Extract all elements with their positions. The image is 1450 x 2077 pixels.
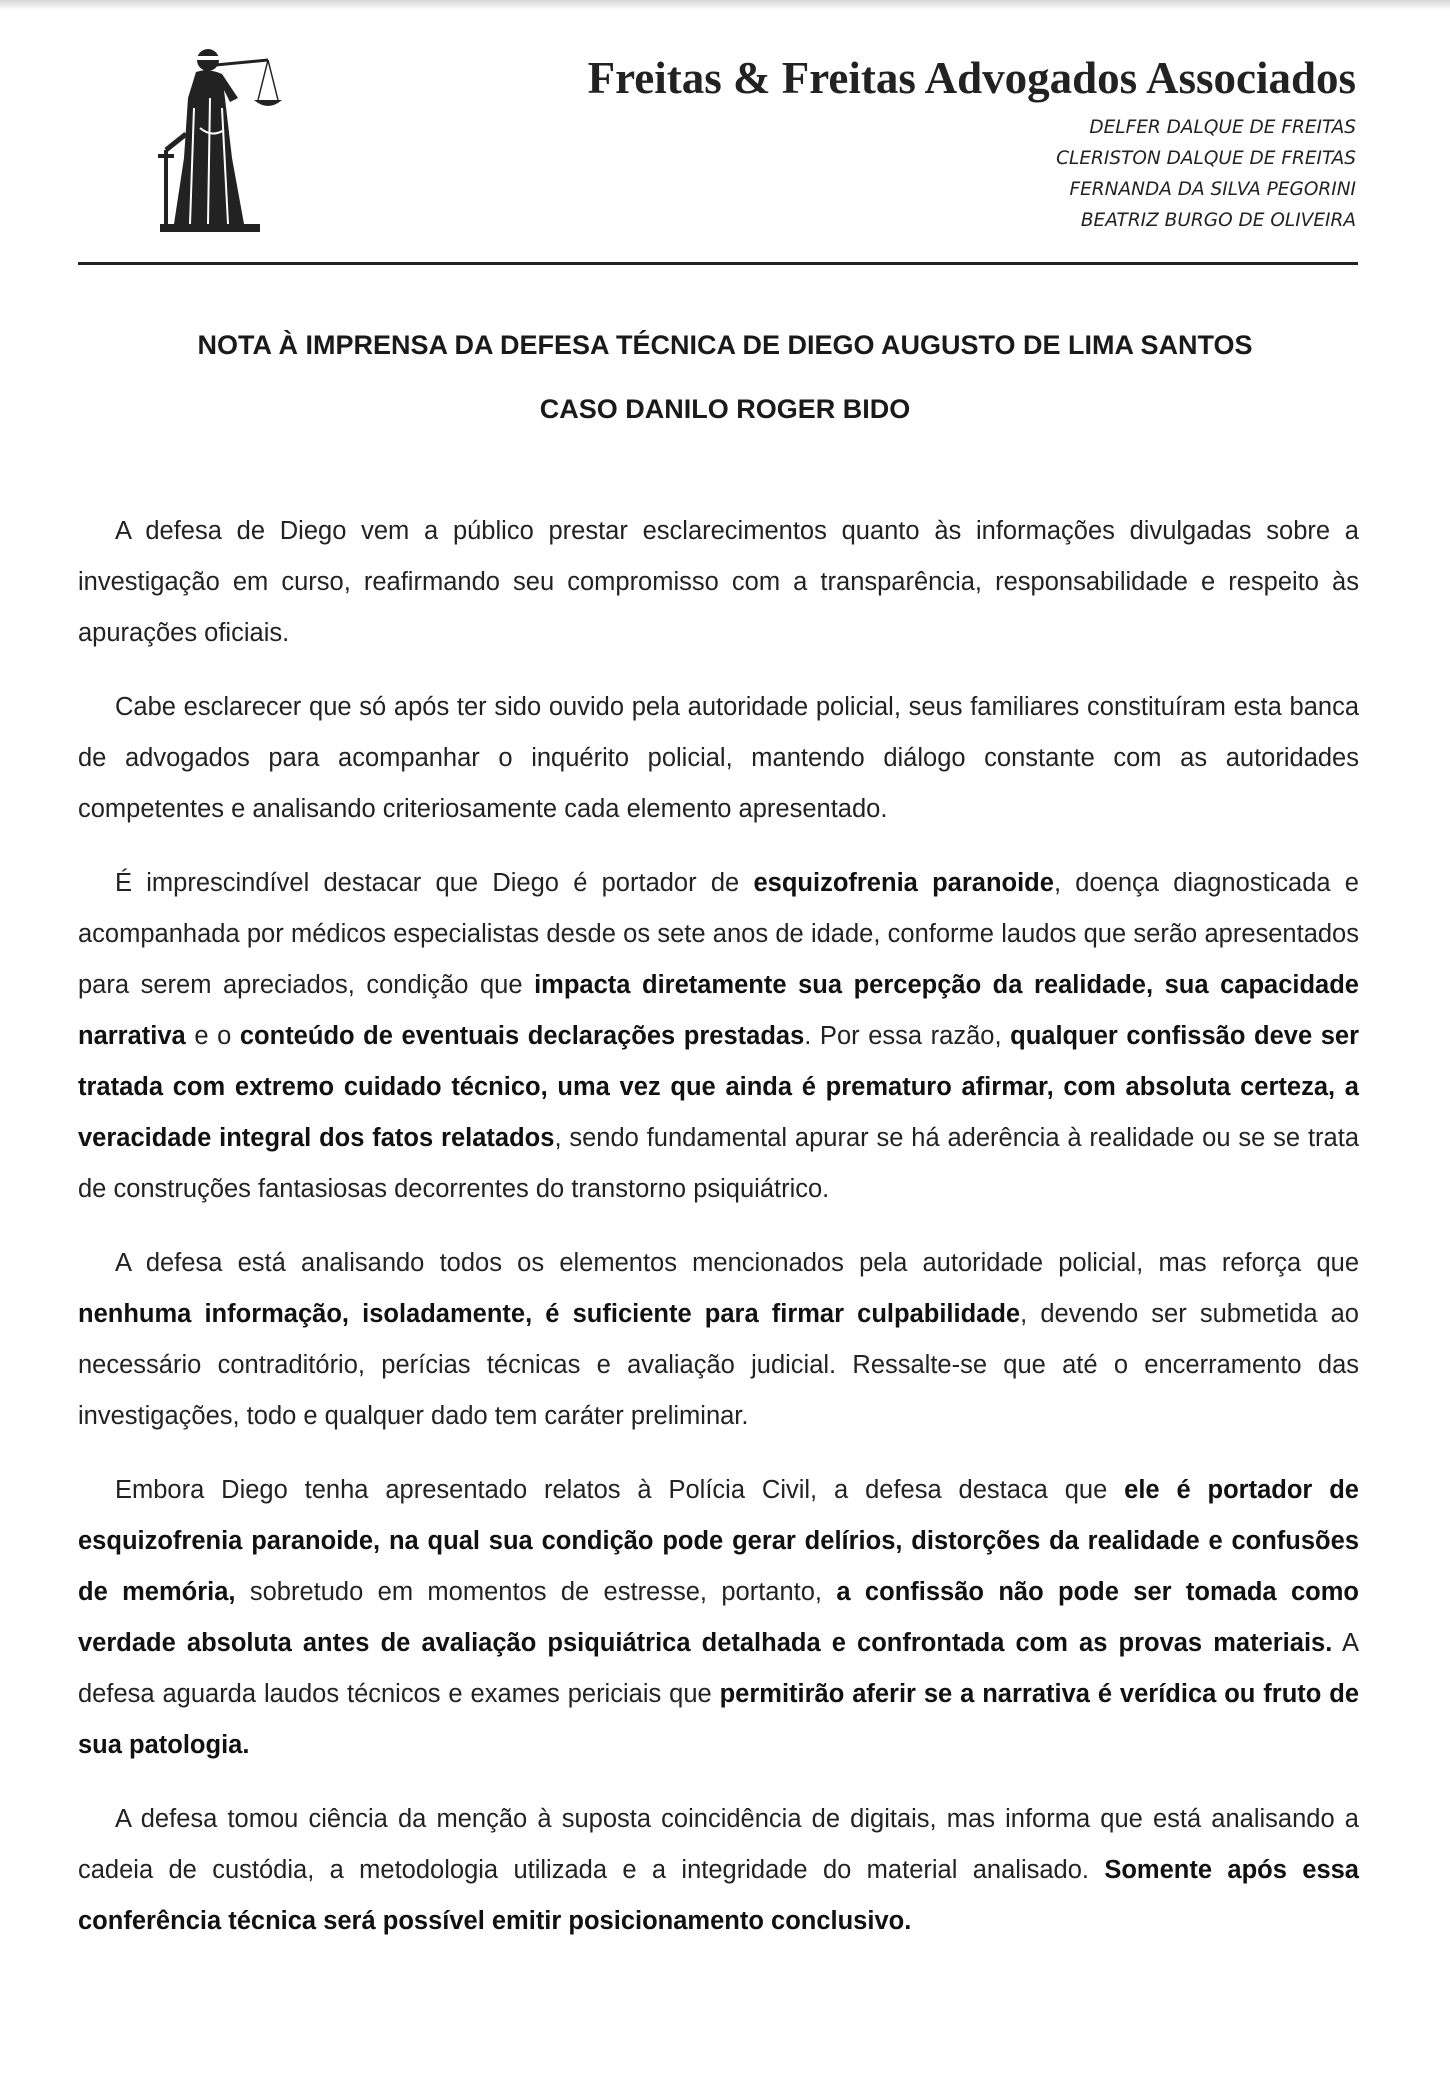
document-body — [78, 506, 1359, 1970]
text-run: , devendo ser submetida ao necessário contraditório, perícias técnicas e avaliação judicial. Ressalte-se que até o encerramento das investigações, todo e qualquer dado tem caráter preliminar. — [78, 1300, 1359, 1430]
bold-text-run: nenhuma informação, isoladamente, é suficiente para firmar culpabilidade — [78, 1300, 1021, 1328]
body-paragraph — [78, 682, 1359, 835]
bold-text-run: conteúdo de eventuais declarações prestadas — [239, 1022, 805, 1050]
text-run: , doença diagnosticada e acompanhada por médicos especialistas desde os sete anos de idade, conforme laudos que serão apresentados para serem apreciados, condição que — [78, 869, 1359, 999]
body-paragraph — [78, 1465, 1359, 1771]
partner-name: DELFER DALQUE DE FREITAS — [1089, 117, 1356, 138]
top-edge-shadow — [0, 0, 1450, 10]
partner-name: BEATRIZ BURGO DE OLIVEIRA — [1080, 210, 1356, 231]
document-title: NOTA À IMPRENSA DA DEFESA TÉCNICA DE DIEGO AUGUSTO DE LIMA SANTOS — [197, 330, 1253, 360]
bold-text-run: esquizofrenia paranoide — [753, 869, 1054, 897]
text-run: Embora Diego tenha apresentado relatos à Polícia Civil, a defesa destaca que — [115, 1476, 1125, 1504]
body-paragraph — [78, 1794, 1359, 1947]
document-subtitle: CASO DANILO ROGER BIDO — [539, 394, 911, 424]
text-run: A defesa está analisando todos os elementos mencionados pela autoridade policial, mas reforça que — [115, 1249, 1359, 1277]
text-run: A defesa tomou ciência da menção à suposta coincidência de digitais, mas informa que está analisando a cadeia de custódia, a metodologia utilizada e a integridade do material analisado. — [78, 1805, 1359, 1884]
partner-name: FERNANDA DA SILVA PEGORINI — [1069, 179, 1356, 200]
lady-justice-logo-icon — [150, 38, 300, 238]
text-run: É imprescindível destacar que Diego é portador de — [115, 869, 754, 897]
bold-text-run: impacta diretamente sua percepção da realidade, sua capacidade narrativa — [78, 971, 1359, 1050]
text-run: , sendo fundamental apurar se há aderência à realidade ou se se trata de construções fantasiosas decorrentes do transtorno psiquiátrico. — [78, 1124, 1359, 1203]
partner-list — [1056, 112, 1356, 236]
bold-text-run: Somente após essa conferência técnica será possível emitir posicionamento conclusivo. — [78, 1856, 1359, 1935]
body-paragraph — [78, 858, 1359, 1215]
text-run: A defesa de Diego vem a público prestar esclarecimentos quanto às informações divulgadas sobre a investigação em curso, reafirmando seu compromisso com a transparência, responsabilidade e respeito às apurações oficiais. — [78, 517, 1359, 647]
bold-text-run: ele é portador de esquizofrenia paranoide, na qual sua condição pode gerar delírios, distorções da realidade e confusões de memória, — [78, 1476, 1359, 1606]
text-run: sobretudo em momentos de estresse, portanto, — [235, 1578, 837, 1606]
text-run: e o — [185, 1022, 240, 1050]
body-paragraph — [78, 1238, 1359, 1442]
body-paragraph — [78, 506, 1359, 659]
text-run: A defesa aguarda laudos técnicos e exames periciais que — [78, 1629, 1360, 1708]
partner-name: CLERISTON DALQUE DE FREITAS — [1056, 148, 1356, 169]
firm-name: Freitas & Freitas Advogados Associados — [587, 53, 1356, 103]
bold-text-run: permitirão aferir se a narrativa é verídica ou fruto de sua patologia. — [78, 1680, 1360, 1759]
text-run: Cabe esclarecer que só após ter sido ouvido pela autoridade policial, seus familiares constituíram esta banca de advogados para acompanhar o inquérito policial, mantendo diálogo constante com as autoridades competentes e analisando criteriosamente cada elemento apresentado. — [78, 693, 1359, 823]
bold-text-run: qualquer confissão deve ser tratada com extremo cuidado técnico, uma vez que ainda é prematuro afirmar, com absoluta certeza, a veracidade integral dos fatos relatados — [78, 1022, 1360, 1152]
bold-text-run: a confissão não pode ser tomada como verdade absoluta antes de avaliação psiquiátrica detalhada e confrontada com as provas materiais. — [78, 1578, 1359, 1657]
header-divider — [78, 262, 1358, 265]
text-run: . Por essa razão, — [804, 1022, 1011, 1050]
